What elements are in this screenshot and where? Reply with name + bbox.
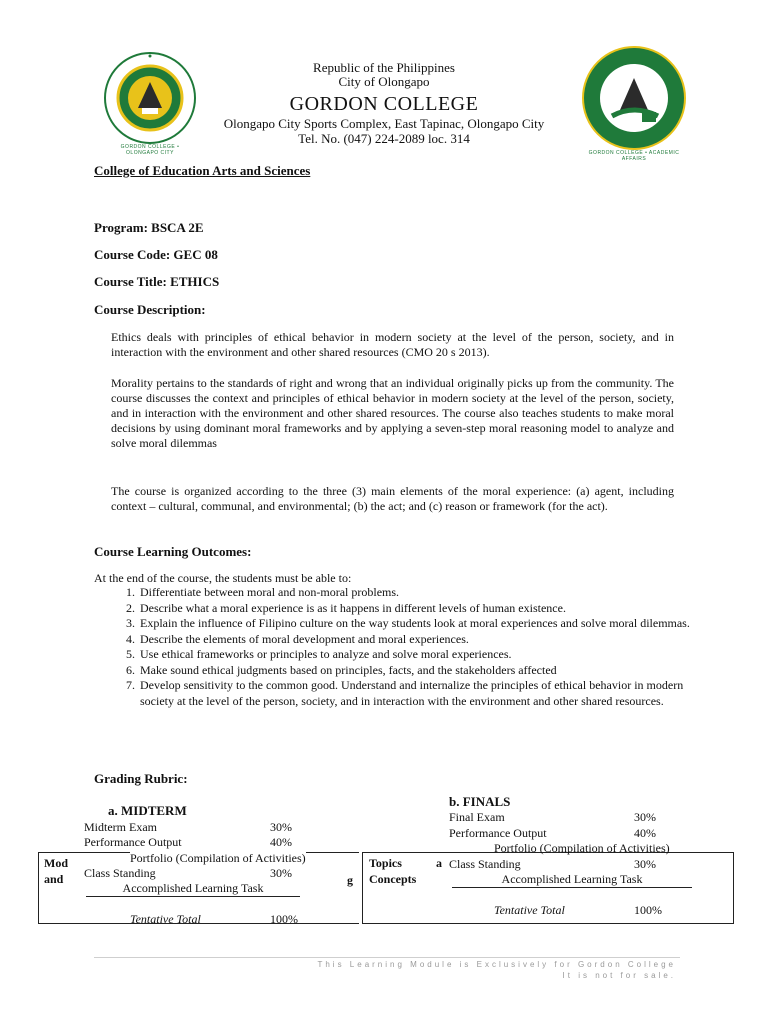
footer-notice-line2: It is not for sale. bbox=[562, 971, 676, 980]
table-header-concepts: Concepts bbox=[369, 872, 417, 886]
finals-perf-pct: 40% bbox=[634, 826, 656, 840]
table-header-topics: Topics bbox=[369, 856, 402, 870]
header-city: City of Olongapo bbox=[338, 74, 430, 89]
finals-title: b. FINALS bbox=[449, 794, 511, 809]
midterm-class-pct: 30% bbox=[270, 866, 292, 880]
description-paragraph-2: Morality pertains to the standards of right and wrong that an individual originally picks up from the community. The course discusses the context and principles of ethical behavior in modern society at the level of the person, society, and in interaction with the environment and other shared resources. The course also teaches students to make moral decisions by using dominant moral frameworks and by applying a seven-step moral reasoning model to analyze and solve moral dilemmas bbox=[111, 376, 674, 450]
department-name: College of Education Arts and Sciences bbox=[94, 163, 311, 178]
outcome-item: 2. Describe what a moral experience is as it happens in different levels of human existence. bbox=[138, 601, 718, 617]
finals-exam-pct: 30% bbox=[634, 810, 656, 824]
midterm-exam-label: Midterm Exam bbox=[84, 820, 157, 834]
outcomes-list bbox=[94, 585, 718, 709]
finals-class-label: Class Standing bbox=[449, 857, 521, 871]
outcome-item: 7. Develop sensitivity to the common good. Understand and internalize the principles of ethical behavior in modern society at the level of the person, society, and in interaction with the environment and other shared resources. bbox=[138, 678, 718, 709]
footer-notice-line1: This Learning Module is Exclusively for Gordon College bbox=[317, 960, 676, 969]
table-fragment-mod: Mod bbox=[44, 856, 68, 870]
finals-learning-task: Accomplished Learning Task bbox=[452, 872, 692, 888]
midterm-portfolio: Portfolio (Compilation of Activities) bbox=[130, 851, 306, 865]
description-paragraph-1: Ethics deals with principles of ethical behavior in modern society at the level of the person, society, and in interaction with the environment and other shared resources (CMO 20 s 2013). bbox=[111, 330, 674, 359]
finals-exam-label: Final Exam bbox=[449, 810, 505, 824]
outcome-item: 1. Differentiate between moral and non-moral problems. bbox=[138, 585, 718, 601]
finals-class-pct: 30% bbox=[634, 857, 656, 871]
finals-total-label: Tentative Total bbox=[494, 903, 565, 917]
college-name: GORDON COLLEGE bbox=[289, 93, 479, 115]
midterm-learning-task: Accomplished Learning Task bbox=[86, 881, 300, 897]
midterm-exam-pct: 30% bbox=[270, 820, 292, 834]
outcome-item: 4. Describe the elements of moral development and moral experiences. bbox=[138, 632, 718, 648]
table-fragment-and: and bbox=[44, 872, 64, 886]
right-seal-text: GORDON COLLEGE • ACADEMIC AFFAIRS bbox=[588, 150, 680, 162]
description-paragraph-3: The course is organized according to the three (3) main elements of the moral experience: (a) agent, including context – cultural, communal, and environmental; (b) the act; and (c) reason or framework (for the act). bbox=[111, 484, 674, 513]
header-republic: Republic of the Philippines bbox=[313, 60, 455, 75]
course-code-field: Course Code: GEC 08 bbox=[94, 247, 218, 262]
header-address: Olongapo City Sports Complex, East Tapinac, Olongapo City bbox=[223, 116, 545, 131]
course-description-heading: Course Description: bbox=[94, 302, 206, 317]
learning-outcomes-heading: Course Learning Outcomes: bbox=[94, 544, 252, 559]
table-fragment-a: a bbox=[436, 856, 442, 870]
midterm-perf-pct: 40% bbox=[270, 835, 292, 849]
outcome-item: 3. Explain the influence of Filipino culture on the way students look at moral experiences and solve moral dilemmas. bbox=[138, 616, 718, 632]
midterm-title: a. MIDTERM bbox=[108, 803, 187, 818]
finals-total-pct: 100% bbox=[634, 903, 662, 917]
outcome-item: 6. Make sound ethical judgments based on principles, facts, and the stakeholders affected bbox=[138, 663, 718, 679]
midterm-total-pct: 100% bbox=[270, 912, 298, 926]
midterm-total-label: Tentative Total bbox=[130, 912, 201, 926]
finals-portfolio: Portfolio (Compilation of Activities) bbox=[494, 841, 670, 855]
left-seal-text: GORDON COLLEGE • OLONGAPO CITY bbox=[120, 144, 180, 156]
outcomes-intro: At the end of the course, the students must be able to: bbox=[94, 571, 352, 585]
footer-divider bbox=[94, 957, 680, 958]
course-title-field: Course Title: ETHICS bbox=[94, 274, 220, 289]
program-field: Program: BSCA 2E bbox=[94, 220, 204, 235]
grading-rubric-heading: Grading Rubric: bbox=[94, 771, 188, 786]
header-telephone: Tel. No. (047) 224-2089 loc. 314 bbox=[298, 131, 470, 146]
midterm-class-label: Class Standing bbox=[84, 866, 156, 880]
outcome-item: 5. Use ethical frameworks or principles to analyze and solve moral experiences. bbox=[138, 647, 718, 663]
finals-perf-label: Performance Output bbox=[449, 826, 547, 840]
table-fragment-g: g bbox=[347, 873, 353, 887]
midterm-perf-label: Performance Output bbox=[84, 835, 182, 849]
